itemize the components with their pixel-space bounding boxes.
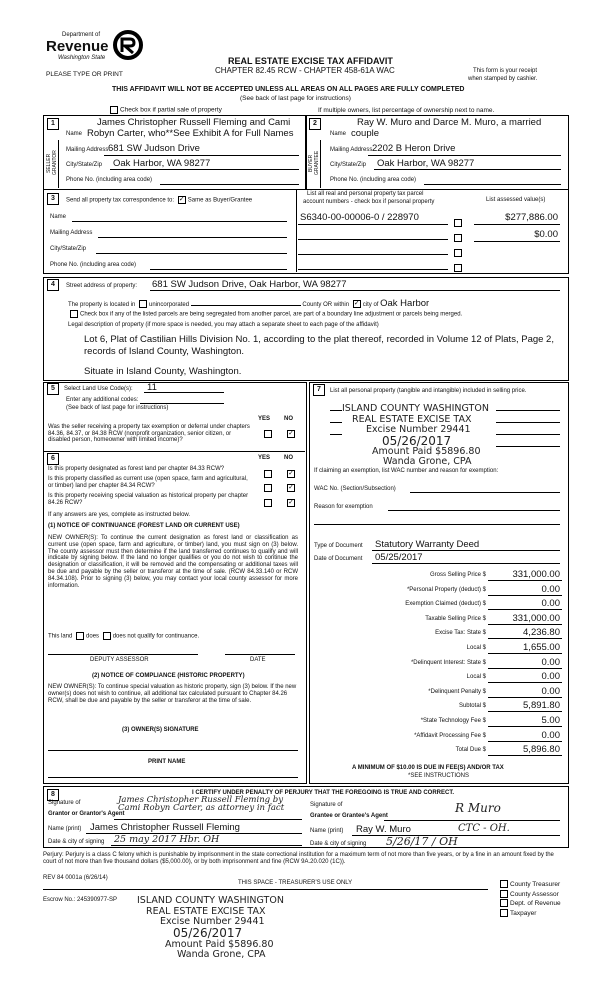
dept-state: Washington State bbox=[58, 55, 106, 61]
form-chapter: CHAPTER 82.45 RCW - CHAPTER 458-61A WAC bbox=[215, 66, 395, 75]
historic-no-checkbox[interactable]: ✓ bbox=[288, 498, 294, 506]
seller-name-line-1: James Christopher Russell Fleming and Cami bbox=[97, 117, 291, 128]
doc-type-label: Type of Document bbox=[314, 543, 363, 549]
located-row bbox=[68, 298, 429, 309]
section-5-number: 5 bbox=[47, 383, 59, 395]
county-or-within-label: County OR within bbox=[302, 302, 350, 308]
assessed-value-2[interactable]: $0.00 bbox=[534, 229, 558, 240]
stamp-bottom-line-3: Excise Number 29441 bbox=[160, 916, 265, 927]
seller-city[interactable]: Oak Harbor, WA 98277 bbox=[113, 158, 211, 169]
grantor-print-name[interactable]: James Christopher Russell Fleming bbox=[90, 822, 240, 833]
buyer-mail[interactable]: 2202 B Heron Drive bbox=[372, 143, 456, 154]
please-type: PLEASE TYPE OR PRINT bbox=[46, 71, 123, 78]
fee-row-label: Taxable Selling Price $ bbox=[425, 615, 486, 622]
section-1-number: 1 bbox=[47, 118, 59, 130]
segregated-row bbox=[68, 310, 462, 318]
send-correspondence-row bbox=[66, 196, 252, 204]
personal-property-list-label: List all personal property (tangible and intangible) included in selling price. bbox=[330, 388, 527, 394]
notice-1-title: (1) NOTICE OF CONTINUANCE (FOREST LAND OR CURRENT USE) bbox=[48, 523, 240, 529]
seller-mail-label: Mailing Address bbox=[66, 147, 109, 153]
exemption-question: Was the seller receiving a property tax exemption or deferral under chapters 84.36, 84.37, or 84.38 RCW (nonprofit organization, senior citizen, or disabled person, homeowner with limited income)? bbox=[48, 424, 250, 443]
seller-name-line-2[interactable]: Robyn Carter, who**See Exhibit A for Full Names bbox=[87, 128, 294, 139]
s6-no: NO bbox=[284, 455, 293, 461]
buyer-name-line-1: Ray W. Muro and Darce M. Muro, a married bbox=[357, 117, 542, 128]
continuance-row bbox=[48, 632, 199, 640]
s6-yes: YES bbox=[258, 455, 271, 461]
escrow-label: Escrow No.: bbox=[43, 897, 76, 903]
buyer-city-label: City/State/Zip bbox=[330, 162, 367, 168]
does-checkbox[interactable] bbox=[76, 632, 84, 640]
grantor-name-label: Name (print) bbox=[48, 826, 82, 832]
escrow-number: 245390977-SP bbox=[77, 897, 118, 903]
min-fee-note: A MINIMUM OF $10.00 IS DUE IN FEE(S) AND/OR TAX bbox=[352, 765, 504, 771]
stamp-top-line-1: ISLAND COUNTY WASHINGTON bbox=[342, 403, 489, 414]
multiple-owners-note: If multiple owners, list percentage of ownership next to name. bbox=[318, 107, 495, 114]
historic-question: Is this property receiving special valuation as historical property per chapter 84.26 RCW? bbox=[48, 493, 249, 506]
grantee-date-city[interactable]: 5/26/17 / OH bbox=[386, 835, 458, 848]
treasurer-use-label: THIS SPACE - TREASURER'S USE ONLY bbox=[238, 880, 353, 886]
fee-row-label: Gross Selling Price $ bbox=[429, 572, 486, 578]
owner-signature-label: (3) OWNER(S) SIGNATURE bbox=[122, 727, 199, 733]
seller-mail[interactable]: 681 SW Judson Drive bbox=[108, 143, 200, 154]
dept-revenue: Revenue bbox=[46, 38, 109, 55]
grantor-signature[interactable]: James Christopher Russell Fleming by Cami Robyn Carter, as attorney in fact bbox=[118, 795, 285, 813]
grantee-name-label: Name (print) bbox=[310, 828, 344, 834]
grantee-signature[interactable]: R Muro bbox=[455, 801, 501, 815]
same-as-buyer-checkbox[interactable]: ✓ bbox=[178, 196, 185, 203]
see-back: (See back of last page for instructions) bbox=[240, 95, 351, 102]
doc-type[interactable]: Statutory Warranty Deed bbox=[375, 539, 480, 550]
s3-phone-label: Phone No. (including area code) bbox=[50, 262, 137, 268]
does-not-label: does not qualify for continuance. bbox=[112, 633, 200, 640]
legal-desc-3[interactable]: Situate in Island County, Washington. bbox=[84, 366, 242, 377]
property-street[interactable]: 681 SW Judson Drive, Oak Harbor, WA 98277 bbox=[152, 279, 347, 290]
reason-label: Reason for exemption bbox=[314, 504, 373, 510]
city-of-checkbox[interactable]: ✓ bbox=[353, 300, 360, 308]
partial-sale-row bbox=[108, 106, 222, 114]
unincorporated-checkbox[interactable] bbox=[139, 300, 147, 308]
notice-2-text: NEW OWNER(S): To continue special valuation as historic property, sign (3) below. If the new owner(s) does not wish to continue, all additional tax calculated pursuant to Chapter 84.26 RCW, shall be due and payable by the seller or transferor at the time of sale. bbox=[48, 684, 297, 704]
land-use-label: Select Land Use Code(s): bbox=[64, 386, 133, 392]
s5-see-back: (See back of last page for instructions) bbox=[66, 405, 169, 411]
fee-row-label: Local $ bbox=[466, 674, 486, 681]
fee-row-label: Local $ bbox=[466, 645, 486, 651]
fee-row-label: *Affidavit Processing Fee $ bbox=[414, 732, 486, 739]
receipt-note-1: This form is your receipt bbox=[473, 68, 538, 74]
buyer-city[interactable]: Oak Harbor, WA 98277 bbox=[377, 158, 475, 169]
fee-row-value[interactable]: 5,891.80 bbox=[523, 700, 560, 712]
stamp-bottom-line-5: Amount Paid $5896.80 bbox=[165, 939, 274, 950]
fee-row-value[interactable]: 1,655.00 bbox=[523, 642, 560, 653]
receipt-note-2: when stamped by cashier. bbox=[468, 76, 538, 82]
warning-text: THIS AFFIDAVIT WILL NOT BE ACCEPTED UNLESS ALL AREAS ON ALL PAGES ARE FULLY COMPLETED bbox=[112, 86, 465, 93]
distribution-list bbox=[498, 880, 561, 918]
unincorporated-label: unincorporated bbox=[149, 302, 190, 308]
buyer-mail-label: Mailing Address bbox=[330, 147, 373, 153]
notice-1-text: NEW OWNER(S): To continue the current designation as forest land or classification as current use (open space, farm and agriculture, or timber) land, you must sign on (3) below. The county assessor must then determine if the land transferred continues to qualify and will indicate by signing below. If the land no longer qualifies or you do not wish to continue the designation or classification, it will be removed and the compensating or additional taxes will be due and payable by the seller or transferor at the time of sale. (RCW 84.33.140 or RCW 84.34.108). Prior to signing (3) below, you may contact your local county assessor for more information. bbox=[48, 535, 298, 589]
current-use-question: Is this property classified as current use (open space, farm and agricultural, or timber) land per chapter 84.34 RCW? bbox=[48, 476, 248, 489]
fee-row-value[interactable]: 0.00 bbox=[541, 583, 560, 595]
does-not-checkbox[interactable] bbox=[103, 632, 111, 640]
dist-assessor: County Assessor bbox=[498, 890, 561, 900]
grantor-date-city[interactable]: 25 may 2017 Hbr. OH bbox=[114, 834, 220, 845]
s5-yes: YES bbox=[258, 416, 271, 422]
section-8-number: 8 bbox=[47, 789, 59, 801]
s5-no: NO bbox=[284, 416, 293, 422]
segregated-checkbox[interactable] bbox=[70, 310, 78, 318]
section-6-number: 6 bbox=[47, 453, 59, 465]
stamp-top-line-5: Amount Paid $5896.80 bbox=[372, 446, 481, 457]
wac-label: WAC No. (Section/Subsection) bbox=[314, 486, 396, 492]
fee-row-label: Excise Tax: State $ bbox=[435, 630, 486, 637]
grantor-sig-label: Signature of bbox=[48, 800, 81, 806]
historic-yes-checkbox[interactable] bbox=[262, 494, 274, 512]
doc-date[interactable]: 05/25/2017 bbox=[375, 552, 423, 563]
stamp-top-line-4: 05/26/2017 bbox=[382, 434, 452, 448]
legal-label: Legal description of property (if more space is needed, you may attach a separate sheet to each page of the affidavit) bbox=[68, 322, 379, 328]
seller-phone-label: Phone No. (including area code) bbox=[66, 177, 153, 183]
fee-row-value[interactable]: 0.00 bbox=[541, 685, 560, 697]
seller-name-label: Name bbox=[66, 131, 83, 137]
located-label: The property is located in bbox=[68, 302, 136, 308]
buyer-name-label: Name bbox=[330, 131, 347, 137]
send-label: Send all property tax correspondence to: bbox=[66, 197, 175, 204]
fee-row-value[interactable]: 5,896.80 bbox=[523, 744, 560, 756]
seller-city-label: City/State/Zip bbox=[66, 162, 103, 168]
fee-row-value[interactable]: 0.00 bbox=[541, 656, 560, 668]
rev-number: REV 84 0001a (6/26/14) bbox=[43, 875, 108, 881]
grantee-sig-label: Signature of bbox=[310, 802, 343, 808]
s3-mail-label: Mailing Address bbox=[50, 230, 93, 236]
dist-treasurer: County Treasurer bbox=[498, 880, 561, 890]
additional-codes-label: Enter any additional codes: bbox=[66, 397, 139, 403]
dept-of: Department of bbox=[62, 32, 101, 38]
revenue-logo-icon bbox=[113, 30, 143, 60]
fee-row-value[interactable]: 0.00 bbox=[541, 598, 560, 610]
stamp-top-line-3: Excise Number 29441 bbox=[366, 424, 471, 435]
personal-property-checkbox-4[interactable] bbox=[452, 259, 464, 277]
segregated-label: Check box if any of the listed parcels are being segregated from another parcel, are part of a boundary line adjustment or parcels being merged. bbox=[80, 311, 463, 318]
stamp-bottom-line-1: ISLAND COUNTY WASHINGTON bbox=[137, 895, 284, 906]
fee-row-label: Exemption Claimed (deduct) $ bbox=[405, 601, 486, 608]
if-yes-note: If any answers are yes, complete as instructed below. bbox=[48, 512, 191, 518]
legal-desc-2[interactable]: records of Island County, Washington. bbox=[84, 346, 244, 357]
stamp-bottom-line-6: Wanda Grone, CPA bbox=[177, 949, 266, 960]
section-7-number: 7 bbox=[313, 384, 325, 396]
doc-date-label: Date of Document bbox=[314, 556, 363, 562]
partial-sale-label: Check box if partial sale of property bbox=[120, 106, 222, 114]
section-3-number: 3 bbox=[47, 193, 59, 205]
fee-row-value[interactable]: 331,000.00 bbox=[512, 612, 560, 624]
buyer-side-label: BUYER GRANTEE bbox=[308, 150, 320, 176]
section-4-number: 4 bbox=[47, 279, 59, 291]
s3-name-label: Name bbox=[50, 214, 67, 220]
grantor-agent-label: Grantor or Grantor's Agent bbox=[48, 811, 125, 817]
city-of-label: city of bbox=[362, 302, 379, 308]
exemption-no-checkbox[interactable]: ✓ bbox=[288, 429, 294, 437]
perjury-notice: Perjury: Perjury is a class C felony which is punishable by imprisonment in the state correctional institution for a maximum term of not more than five years, or by a fine in an amount fixed by the court of not more than five thousand dollars ($5,000.00), or by both imprisonment and fine (RCW 9A.20.020 (1C)). bbox=[43, 852, 554, 865]
current-use-no-checkbox[interactable]: ✓ bbox=[288, 483, 294, 491]
fee-row-value[interactable]: 4,236.80 bbox=[523, 627, 560, 639]
dist-taxpayer: Taxpayer bbox=[498, 909, 561, 919]
same-as-buyer-label: Same as Buyer/Grantee bbox=[187, 197, 253, 204]
parcel-header-2: account numbers - check box if personal property bbox=[303, 199, 435, 205]
fee-row-label: *Personal Property (deduct) $ bbox=[406, 586, 486, 593]
assessed-header: List assessed value(s) bbox=[486, 197, 546, 203]
property-city[interactable]: Oak Harbor bbox=[380, 298, 430, 309]
stamp-top-line-6: Wanda Grone, CPA bbox=[383, 456, 472, 467]
fee-row-label: Total Due $ bbox=[455, 747, 486, 754]
land-use-code[interactable]: 11 bbox=[147, 382, 157, 393]
exemption-yes-checkbox[interactable] bbox=[262, 425, 274, 443]
seller-side-label: SELLER GRANTOR bbox=[46, 150, 58, 176]
escrow-row bbox=[43, 897, 117, 903]
dist-revenue: Dept. of Revenue bbox=[498, 899, 561, 909]
notice-2-title: (2) NOTICE OF COMPLIANCE (HISTORIC PROPERTY) bbox=[92, 673, 245, 679]
partial-sale-checkbox[interactable] bbox=[110, 106, 118, 114]
certify-text: I CERTIFY UNDER PENALTY OF PERJURY THAT THE FOREGOING IS TRUE AND CORRECT. bbox=[192, 790, 455, 796]
buyer-name-line-2[interactable]: couple bbox=[351, 128, 379, 139]
stamp-bottom-line-4: 05/26/2017 bbox=[173, 926, 243, 940]
legal-desc-1[interactable]: Lot 6, Plat of Castilian Hills Division No. 1, according to the plat thereof, recorded in Volume 12 of Plats, Page 2, bbox=[84, 334, 554, 345]
fee-row-label: *Delinquent Interest: State $ bbox=[410, 659, 486, 666]
form-title: REAL ESTATE EXCISE TAX AFFIDAVIT bbox=[228, 56, 393, 66]
grantor-date-label: Date & city of signing bbox=[48, 839, 105, 845]
grantee-agent-label: Grantee or Grantee's Agent bbox=[310, 813, 388, 819]
parcel-number[interactable]: S6340-00-00006-0 / 228970 bbox=[300, 212, 419, 223]
grantee-print-name[interactable]: Ray W. Muro bbox=[356, 824, 411, 835]
deputy-assessor-label: DEPUTY ASSESSOR bbox=[90, 657, 149, 663]
s3-city-label: City/State/Zip bbox=[50, 246, 87, 252]
fee-row-label: *Delinquent Penalty $ bbox=[428, 688, 486, 695]
fee-row-label: Subtotal $ bbox=[458, 703, 486, 710]
forest-question: Is this property designated as forest land per chapter 84.33 RCW? bbox=[48, 466, 225, 472]
fee-row-value[interactable]: 331,000.00 bbox=[512, 569, 560, 580]
grantee-ctc: CTC - OH. bbox=[458, 823, 510, 834]
forest-no-checkbox[interactable]: ✓ bbox=[288, 469, 294, 477]
fee-row-value[interactable]: 0.00 bbox=[541, 729, 560, 741]
parcel-header-1: List all real and personal property tax parcel bbox=[307, 191, 424, 197]
buyer-phone-label: Phone No. (including area code) bbox=[330, 177, 417, 183]
assessed-value-1[interactable]: $277,886.00 bbox=[505, 212, 558, 223]
street-label: Street address of property: bbox=[66, 283, 138, 289]
this-land-label: This land bbox=[48, 633, 73, 640]
fee-row-value[interactable]: 0.00 bbox=[541, 671, 560, 683]
exemption-claim-label: If claiming an exemption, list WAC number and reason for exemption: bbox=[314, 468, 499, 474]
fee-row-value[interactable]: 5.00 bbox=[541, 715, 560, 726]
grantee-date-label: Date & city of signing bbox=[310, 841, 367, 847]
deputy-date-label: DATE bbox=[250, 657, 266, 663]
see-instructions-note: *SEE INSTRUCTIONS bbox=[408, 773, 470, 779]
stamp-bottom-line-2: REAL ESTATE EXCISE TAX bbox=[146, 906, 266, 917]
print-name-label: PRINT NAME bbox=[148, 759, 186, 765]
section-2-number: 2 bbox=[309, 118, 321, 130]
does-label: does bbox=[86, 633, 100, 640]
fee-row-label: *State Technology Fee $ bbox=[420, 718, 486, 724]
stamp-top-line-2: REAL ESTATE EXCISE TAX bbox=[352, 414, 472, 425]
